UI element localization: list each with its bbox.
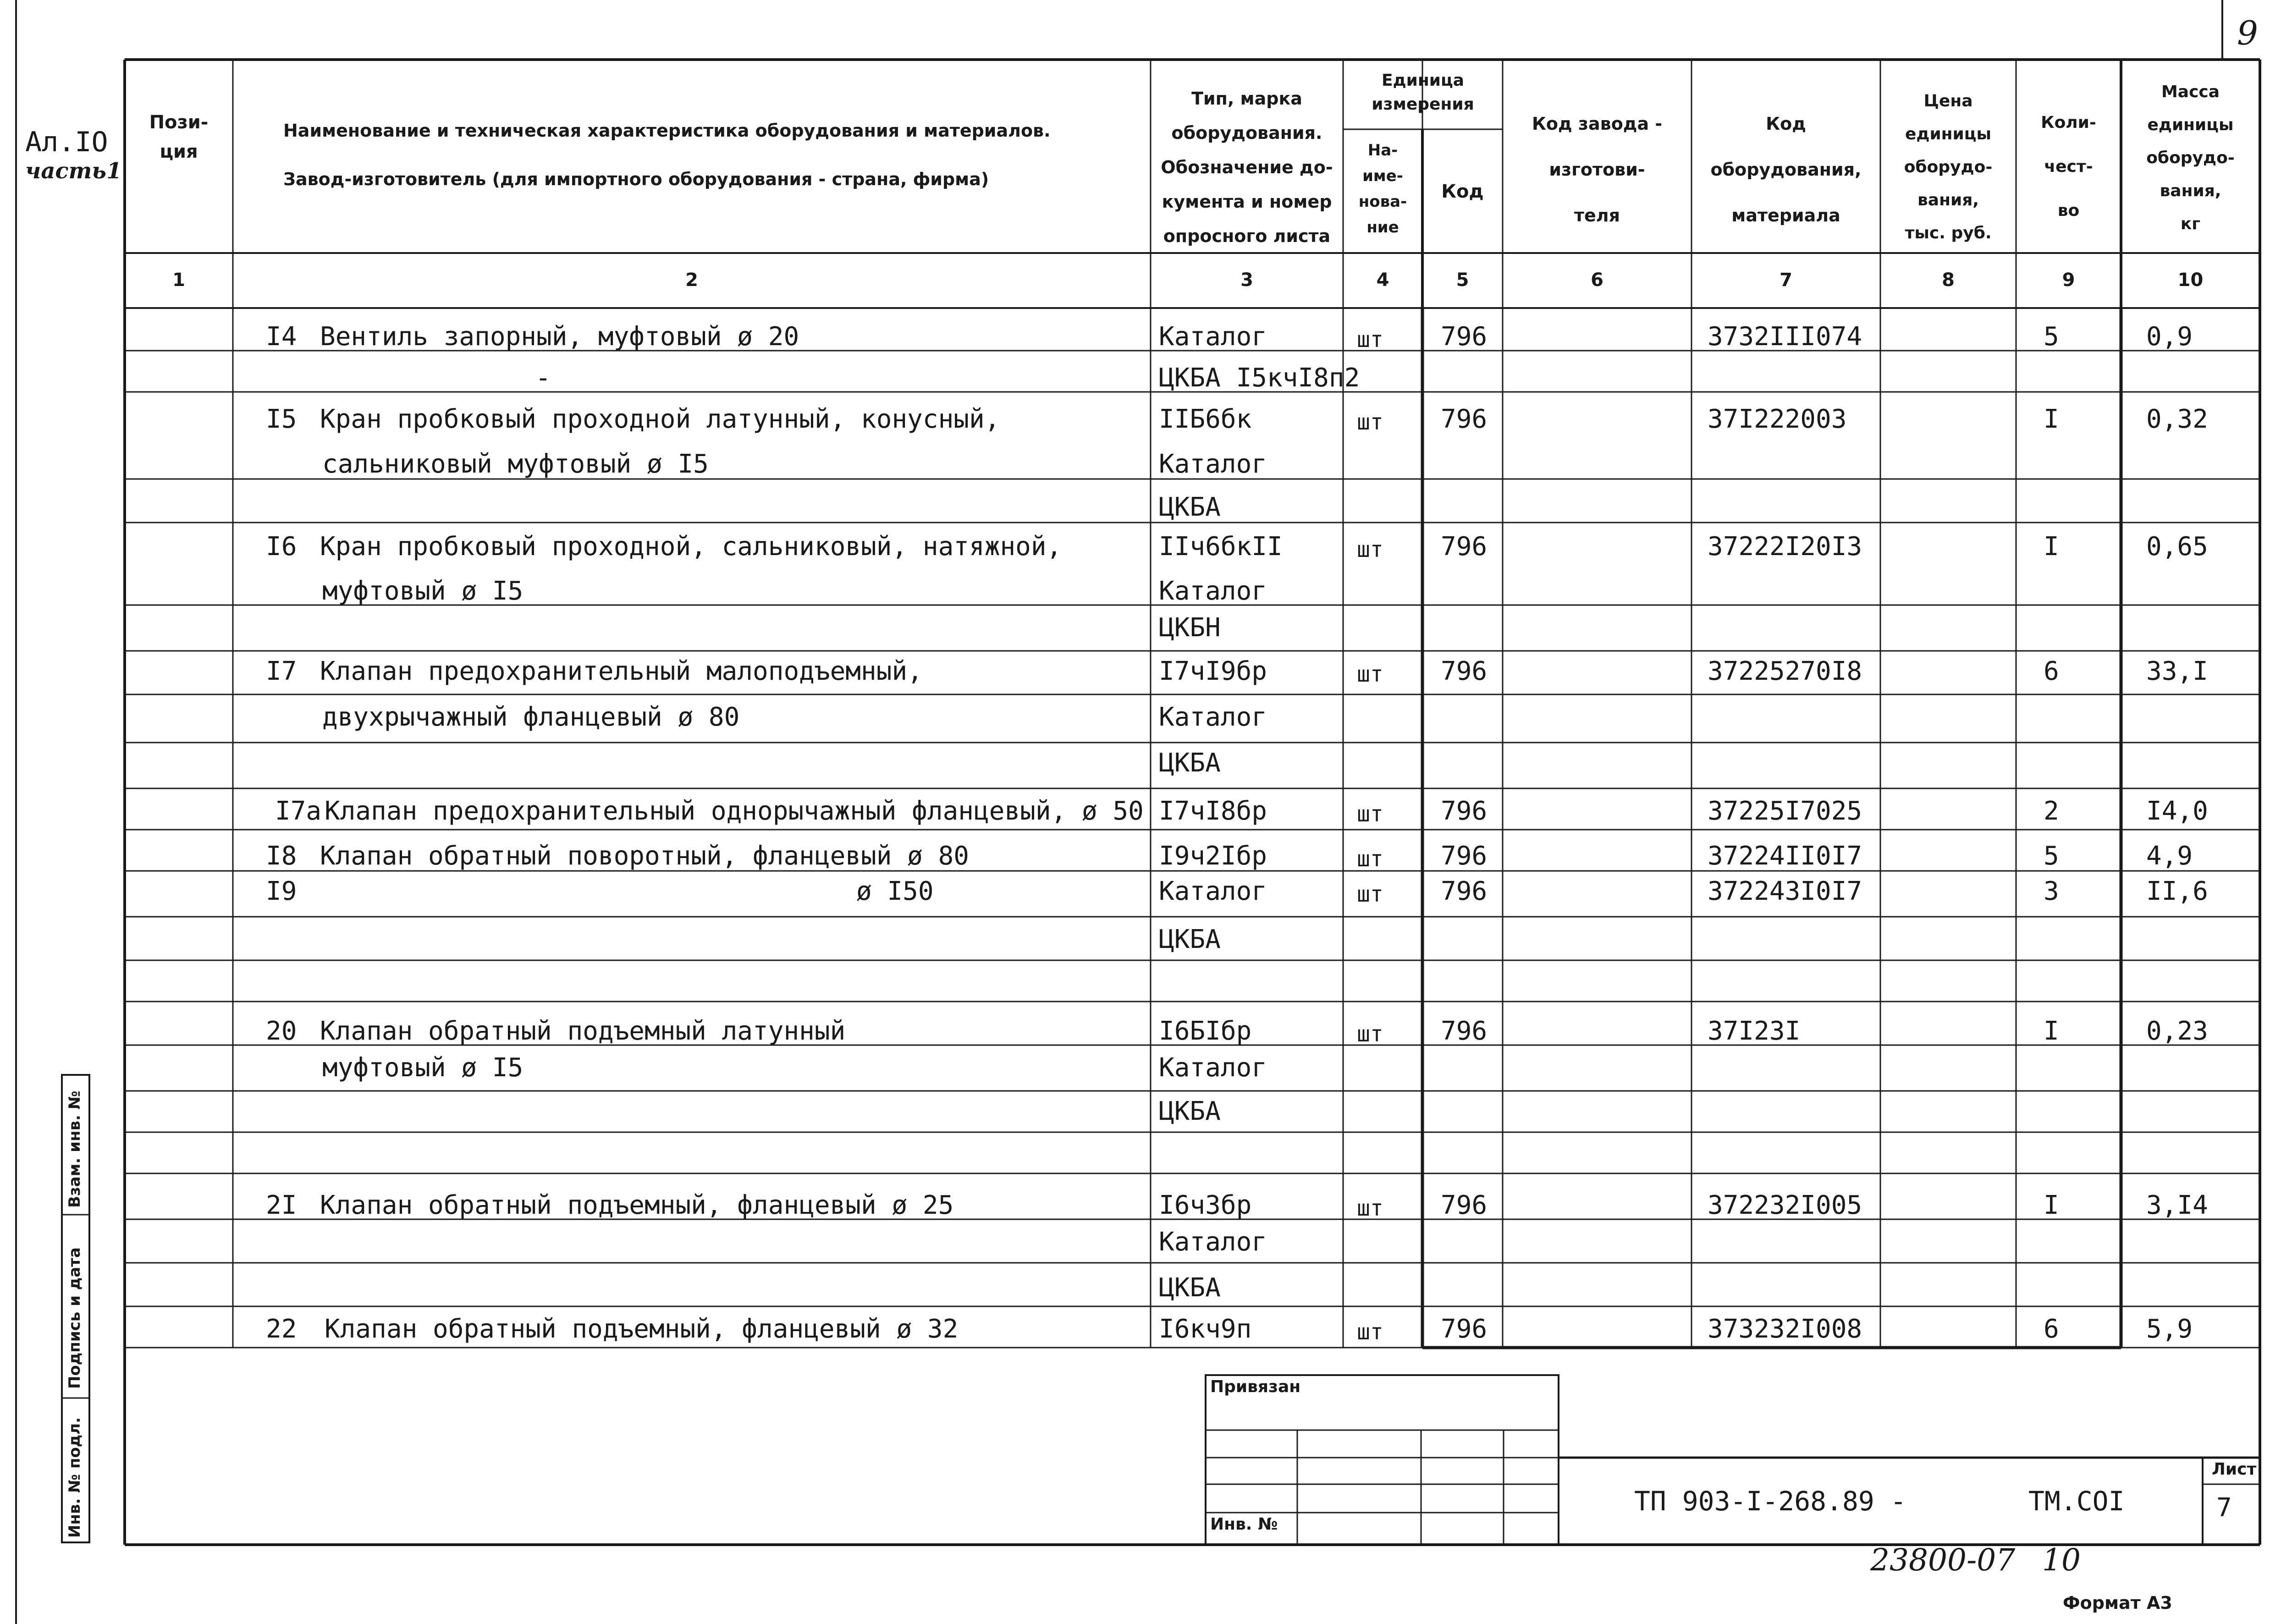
column-number: 7 bbox=[1780, 270, 1792, 291]
header-col8-line: оборудо- bbox=[1904, 158, 1993, 176]
row-unit: шт bbox=[1357, 801, 1383, 827]
header-col3-line: Тип, марка bbox=[1191, 88, 1302, 109]
header-col1-line: Пози- bbox=[149, 112, 209, 133]
header-col3-line: оборудования. bbox=[1171, 123, 1322, 143]
row-position: I5 bbox=[266, 404, 297, 434]
row-quantity: I bbox=[2044, 1190, 2059, 1220]
header-col10-line: оборудо- bbox=[2146, 149, 2235, 167]
row-name: муфтовый ø I5 bbox=[322, 576, 523, 606]
row-mass: 5,9 bbox=[2146, 1314, 2193, 1344]
row-equipment-code: 37222I20I3 bbox=[1708, 532, 1862, 562]
row-unit-code: 796 bbox=[1441, 1314, 1488, 1344]
row-unit: шт bbox=[1357, 1021, 1383, 1047]
header-col8-line: Цена bbox=[1923, 92, 1973, 110]
header-col1 bbox=[125, 108, 233, 166]
document-code: ТП 903-I-268.89 - bbox=[1634, 1486, 1906, 1517]
sheet-number: 7 bbox=[2216, 1493, 2232, 1523]
row-unit-code: 796 bbox=[1441, 1016, 1488, 1046]
row-unit: шт bbox=[1357, 846, 1383, 872]
row-quantity: 2 bbox=[2044, 796, 2059, 826]
row-position: I8 bbox=[266, 841, 297, 871]
header-col2-line: Завод-изготовитель (для импортного оборудования - страна, фирма) bbox=[283, 169, 989, 189]
row-type: I7чI9бр bbox=[1159, 656, 1267, 686]
column-number: 1 bbox=[172, 270, 185, 291]
row-unit: шт bbox=[1357, 327, 1383, 352]
side-stamp-label: Взам. инв. № bbox=[66, 1090, 84, 1208]
row-type: I7чI8бр bbox=[1159, 796, 1267, 826]
page-number: 9 bbox=[2237, 14, 2258, 52]
row-type: IIБ6бк bbox=[1159, 404, 1252, 434]
column-number: 4 bbox=[1376, 270, 1389, 291]
header-col2 bbox=[283, 106, 1051, 204]
row-name: ø I50 bbox=[856, 876, 934, 906]
header-col7-line: материала bbox=[1731, 205, 1840, 226]
row-name: Кран пробковый проходной, сальниковый, натяжной, bbox=[320, 532, 1062, 562]
row-unit: шт bbox=[1357, 881, 1383, 907]
row-unit-code: 796 bbox=[1441, 532, 1488, 562]
row-type: I6кч9п bbox=[1159, 1314, 1252, 1344]
header-col5: Код bbox=[1441, 181, 1484, 202]
column-number: 2 bbox=[685, 270, 698, 291]
row-equipment-code: 37225I7025 bbox=[1708, 796, 1862, 826]
header-col7-line: Код bbox=[1766, 114, 1806, 134]
header-col4 bbox=[1343, 138, 1422, 240]
header-col9-line: во bbox=[2057, 201, 2080, 220]
row-type: Каталог bbox=[1159, 1053, 1267, 1083]
header-unit-group-line: измерения bbox=[1372, 95, 1474, 114]
side-stamp-label: Инв. № подл. bbox=[66, 1417, 84, 1538]
header-col4-line: име- bbox=[1362, 167, 1403, 185]
header-col3-line: опросного листа bbox=[1163, 226, 1331, 246]
row-name: Клапан обратный подъемный, фланцевый ø 25 bbox=[320, 1190, 954, 1220]
column-number: 5 bbox=[1456, 270, 1469, 291]
header-col9-line: чест- bbox=[2044, 157, 2093, 176]
row-unit-code: 796 bbox=[1441, 404, 1488, 434]
header-col7-line: оборудования, bbox=[1710, 160, 1862, 180]
row-equipment-code: 37I23I bbox=[1708, 1016, 1801, 1046]
header-col6-line: теля bbox=[1574, 205, 1620, 226]
header-col10-line: кг bbox=[2180, 215, 2201, 233]
row-mass: 0,65 bbox=[2146, 532, 2208, 562]
row-position: 20 bbox=[266, 1016, 297, 1046]
header-col3 bbox=[1151, 82, 1343, 253]
header-col4-line: нова- bbox=[1358, 193, 1407, 211]
row-type: I9ч2Iбр bbox=[1159, 841, 1267, 871]
row-type: Каталог bbox=[1159, 449, 1267, 479]
row-position: I7а bbox=[275, 796, 322, 826]
row-unit-code: 796 bbox=[1441, 1190, 1488, 1220]
row-quantity: I bbox=[2044, 404, 2059, 434]
row-position: I6 bbox=[266, 532, 297, 562]
row-name: двухрычажный фланцевый ø 80 bbox=[322, 702, 740, 732]
row-quantity: I bbox=[2044, 532, 2059, 562]
row-name: сальниковый муфтовый ø I5 bbox=[322, 449, 709, 479]
column-number: 8 bbox=[1942, 270, 1955, 291]
row-name: муфтовый ø I5 bbox=[322, 1053, 523, 1083]
row-name: Клапан предохранительный малоподъемный, bbox=[320, 656, 923, 686]
row-type: I6ч3бр bbox=[1159, 1190, 1252, 1220]
header-col9-line: Коли- bbox=[2041, 113, 2096, 132]
column-number: 3 bbox=[1240, 270, 1253, 291]
row-name: - bbox=[535, 363, 551, 393]
row-type: IIч6бкII bbox=[1159, 532, 1283, 562]
header-col8-line: тыс. руб. bbox=[1905, 224, 1992, 242]
row-unit: шт bbox=[1357, 537, 1383, 562]
attached-label: Привязан bbox=[1210, 1377, 1301, 1396]
header-col1-line: ция bbox=[160, 141, 198, 162]
row-equipment-code: 373232I008 bbox=[1708, 1314, 1862, 1344]
row-unit-code: 796 bbox=[1441, 796, 1488, 826]
header-col8 bbox=[1880, 85, 2016, 250]
row-position: I9 bbox=[266, 876, 297, 906]
header-col8-line: единицы bbox=[1905, 125, 1992, 143]
row-name: Клапан предохранительный однорычажный фланцевый, ø 50 bbox=[325, 796, 1144, 826]
row-equipment-code: 37225270I8 bbox=[1708, 656, 1862, 686]
row-position: 2I bbox=[266, 1190, 297, 1220]
header-col6-line: Код завода - bbox=[1532, 114, 1663, 134]
row-mass: 0,32 bbox=[2146, 404, 2208, 434]
row-type: ЦКБА I5кчI8п2 bbox=[1159, 363, 1360, 393]
row-type: ЦКБА bbox=[1159, 1096, 1221, 1126]
row-unit: шт bbox=[1357, 1319, 1383, 1345]
row-type: I6БIбр bbox=[1159, 1016, 1252, 1046]
row-quantity: 6 bbox=[2044, 1314, 2059, 1344]
row-quantity: 5 bbox=[2044, 322, 2059, 352]
margin-note-handwritten: часть1 bbox=[25, 158, 122, 184]
row-type: ЦКБА bbox=[1159, 925, 1221, 954]
header-col10-line: вания, bbox=[2160, 182, 2221, 200]
row-mass: I4,0 bbox=[2146, 796, 2208, 826]
archive-number: 23800-07 bbox=[1870, 1542, 2016, 1578]
row-mass: 4,9 bbox=[2146, 841, 2193, 871]
row-type: Каталог bbox=[1159, 876, 1267, 906]
header-unit-group-line: Единица bbox=[1382, 71, 1464, 90]
sheet-label: Лист bbox=[2212, 1460, 2257, 1479]
format-label: Формат А3 bbox=[2063, 1593, 2172, 1613]
row-type: ЦКБН bbox=[1159, 613, 1221, 643]
header-col9 bbox=[2016, 101, 2121, 233]
side-stamp-label: Подпись и дата bbox=[66, 1247, 84, 1389]
row-name: Кран пробковый проходной латунный, конусный, bbox=[320, 404, 1000, 434]
row-mass: II,6 bbox=[2146, 876, 2208, 906]
row-equipment-code: 372232I005 bbox=[1708, 1190, 1862, 1220]
row-name: Клапан обратный поворотный, фланцевый ø 80 bbox=[320, 841, 970, 871]
row-name: Клапан обратный подъемный, фланцевый ø 32 bbox=[325, 1314, 959, 1344]
row-unit-code: 796 bbox=[1441, 656, 1488, 686]
row-type: ЦКБА bbox=[1159, 748, 1221, 778]
header-col7 bbox=[1691, 101, 1880, 238]
row-unit-code: 796 bbox=[1441, 322, 1488, 352]
row-type: Каталог bbox=[1159, 576, 1267, 606]
document-mark: ТМ.COI bbox=[2028, 1486, 2125, 1517]
column-number: 6 bbox=[1591, 270, 1603, 291]
header-col2-line: Наименование и техническая характеристика оборудования и материалов. bbox=[283, 121, 1051, 141]
header-col4-line: ние bbox=[1366, 218, 1399, 237]
row-type: Каталог bbox=[1159, 702, 1267, 732]
header-col10-line: единицы bbox=[2147, 116, 2234, 134]
archive-suffix: 10 bbox=[2042, 1542, 2081, 1578]
row-type: ЦКБА bbox=[1159, 1273, 1221, 1303]
row-quantity: 3 bbox=[2044, 876, 2059, 906]
row-unit: шт bbox=[1357, 409, 1383, 435]
row-quantity: 5 bbox=[2044, 841, 2059, 871]
row-mass: 3,I4 bbox=[2146, 1190, 2208, 1220]
row-mass: 0,9 bbox=[2146, 322, 2193, 352]
row-equipment-code: 37I222003 bbox=[1708, 404, 1847, 434]
header-unit-group bbox=[1343, 69, 1503, 116]
header-col3-line: Обозначение до- bbox=[1161, 157, 1333, 177]
row-type: ЦКБА bbox=[1159, 492, 1221, 522]
column-number: 10 bbox=[2177, 270, 2204, 291]
header-col8-line: вания, bbox=[1917, 191, 1979, 209]
row-equipment-code: 3732III074 bbox=[1708, 322, 1862, 352]
header-col3-line: кумента и номер bbox=[1162, 192, 1332, 212]
row-name: Клапан обратный подъемный латунный bbox=[320, 1016, 846, 1046]
header-col6-line: изготови- bbox=[1549, 160, 1645, 180]
header-col10 bbox=[2121, 76, 2260, 241]
header-col6 bbox=[1503, 101, 1691, 238]
row-mass: 0,23 bbox=[2146, 1016, 2208, 1046]
row-unit-code: 796 bbox=[1441, 876, 1488, 906]
row-position: I7 bbox=[266, 656, 297, 686]
row-quantity: I bbox=[2044, 1016, 2059, 1046]
row-type: Каталог bbox=[1159, 1227, 1267, 1257]
row-type: Каталог bbox=[1159, 322, 1267, 352]
row-equipment-code: 37224II0I7 bbox=[1708, 841, 1862, 871]
row-mass: 33,I bbox=[2146, 656, 2208, 686]
row-equipment-code: 372243I0I7 bbox=[1708, 876, 1862, 906]
row-unit: шт bbox=[1357, 661, 1383, 687]
row-position: I4 bbox=[266, 322, 297, 352]
row-quantity: 6 bbox=[2044, 656, 2059, 686]
row-unit-code: 796 bbox=[1441, 841, 1488, 871]
column-number: 9 bbox=[2062, 270, 2075, 291]
header-col4-line: На- bbox=[1367, 141, 1398, 160]
row-position: 22 bbox=[266, 1314, 297, 1344]
row-unit: шт bbox=[1357, 1195, 1383, 1221]
margin-note: Ал.IO bbox=[25, 126, 108, 158]
header-col10-line: Масса bbox=[2161, 83, 2220, 101]
inventory-label: Инв. № bbox=[1210, 1515, 1278, 1534]
row-name: Вентиль запорный, муфтовый ø 20 bbox=[320, 322, 799, 352]
